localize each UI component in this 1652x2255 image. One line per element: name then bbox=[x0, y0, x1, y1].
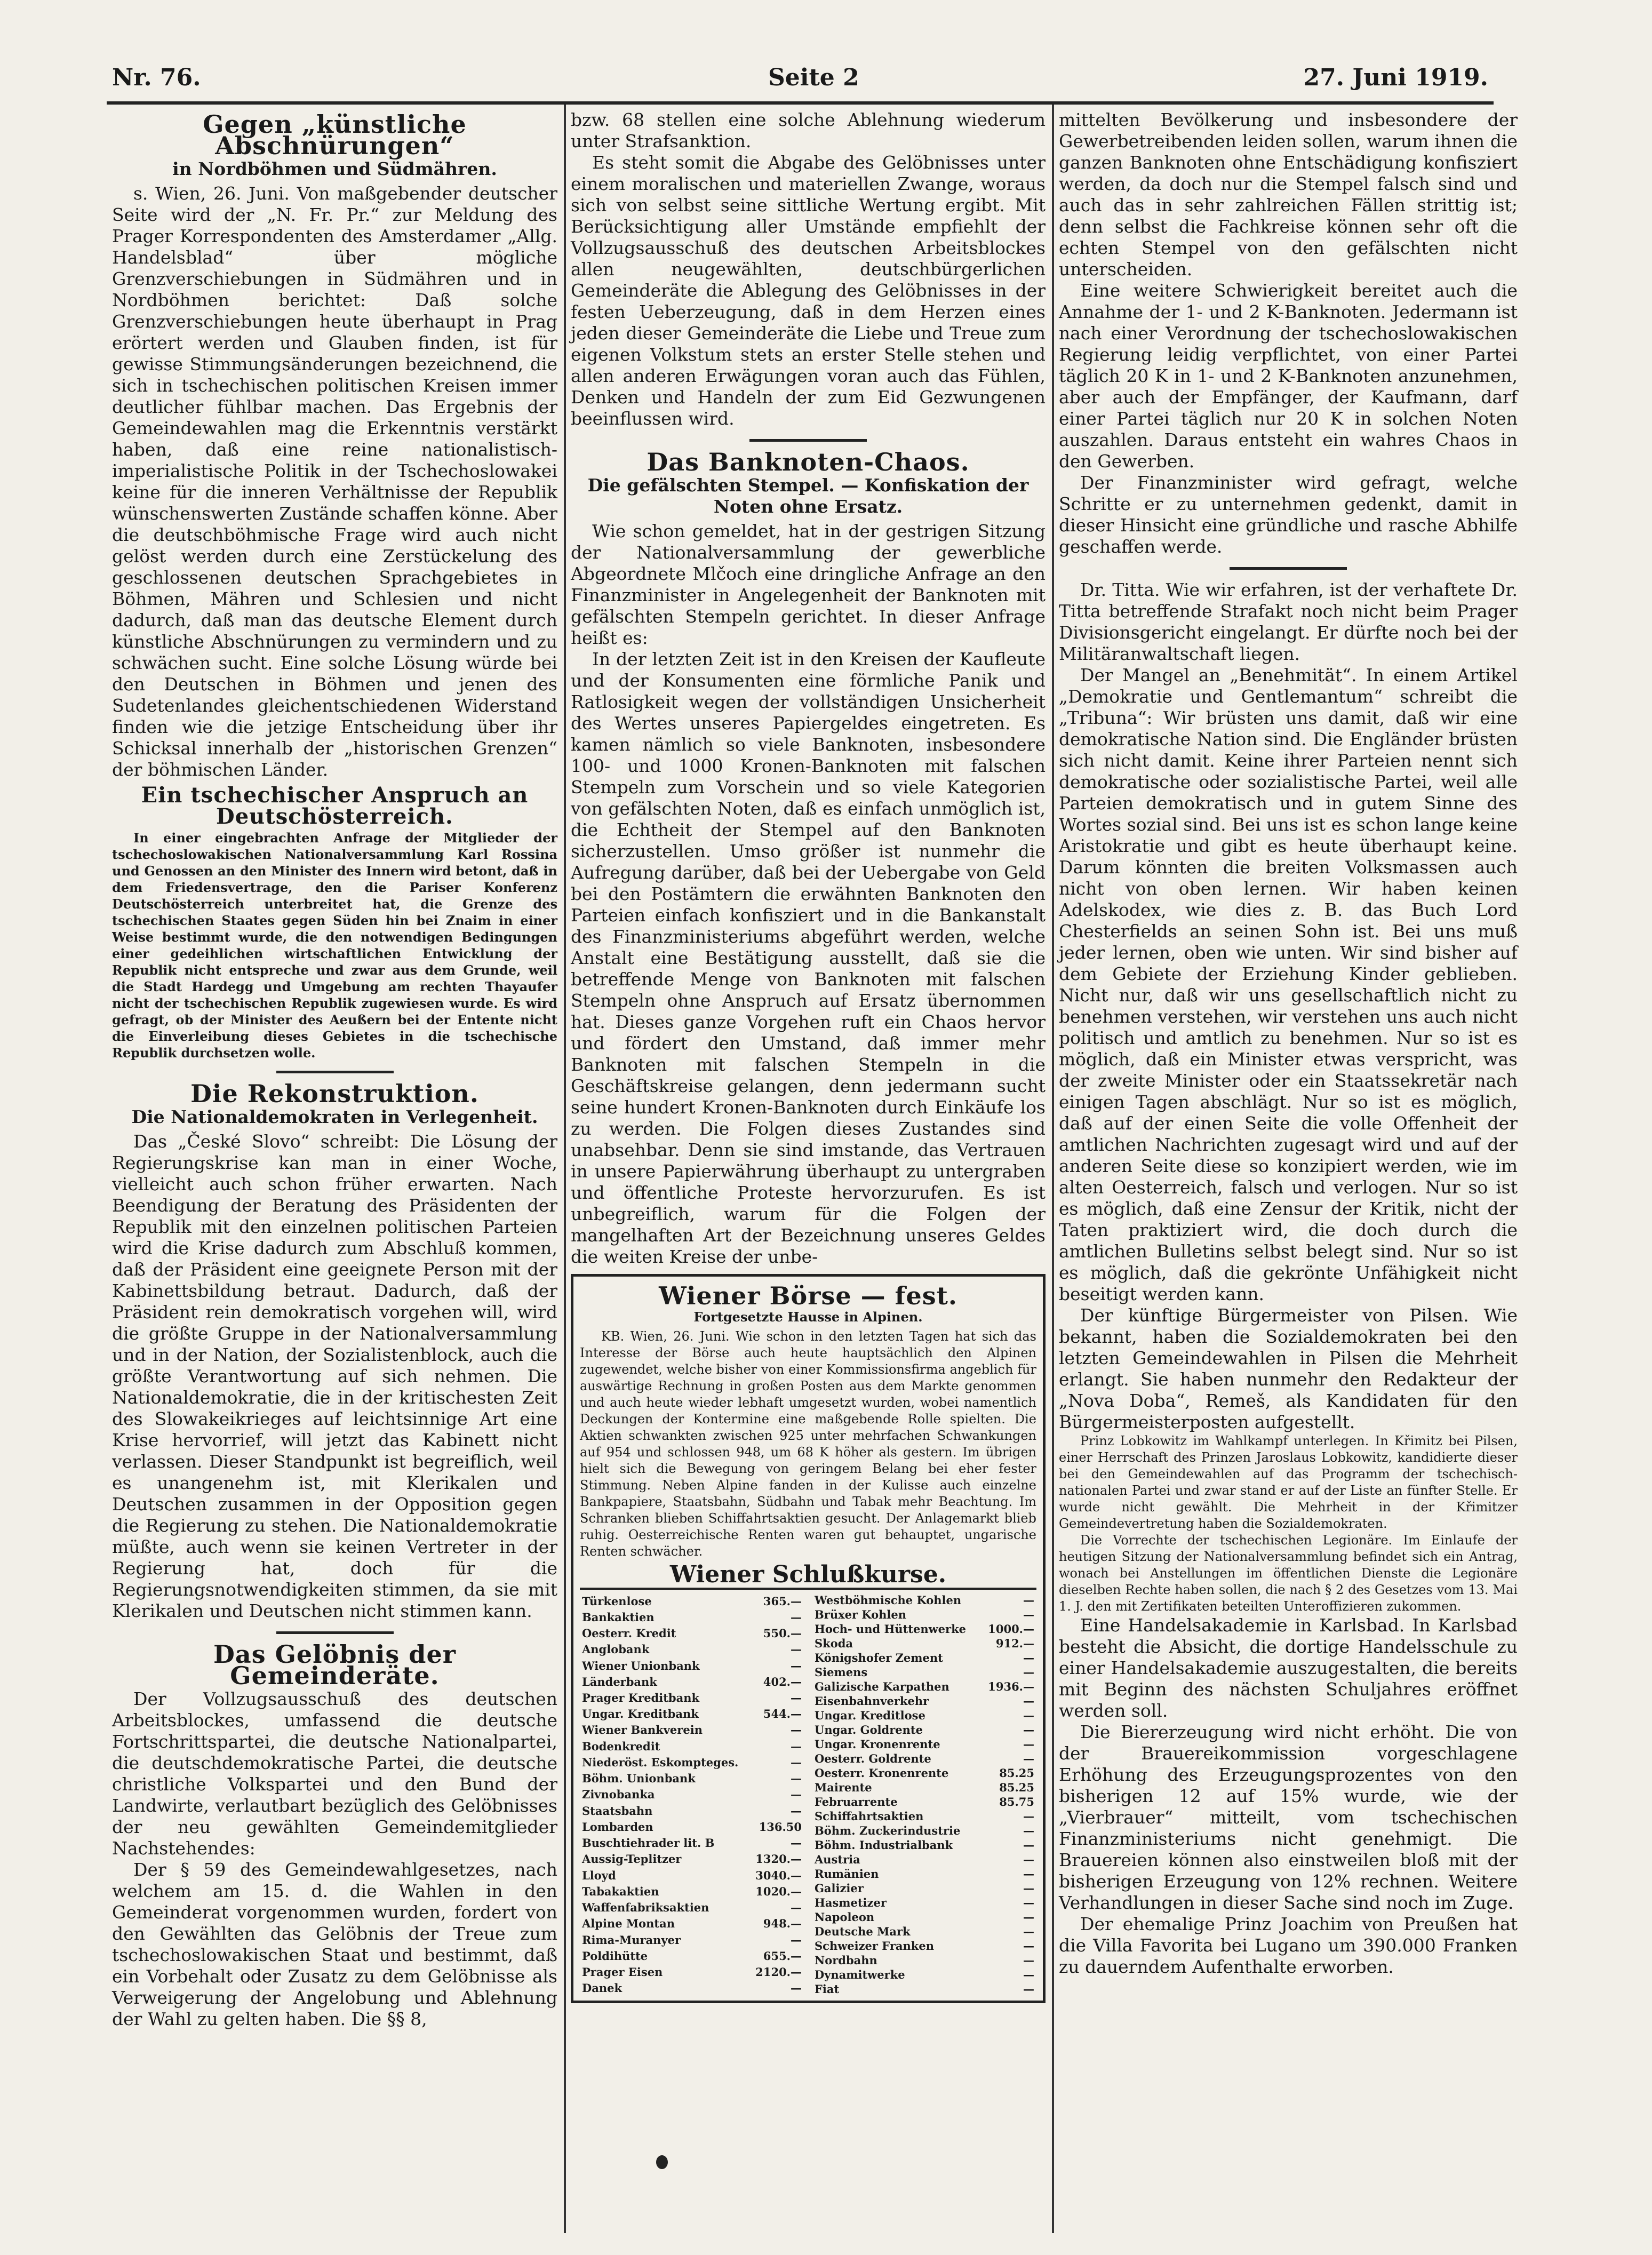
rate-name: Zivnobanka bbox=[582, 1788, 655, 1802]
rate-name: Ungar. Kronenrente bbox=[815, 1738, 940, 1751]
rate-value: — bbox=[791, 1755, 802, 1769]
rate-value: 365.— bbox=[763, 1594, 802, 1608]
rate-name: Eisenbahnverkehr bbox=[815, 1694, 929, 1708]
rates-table-left bbox=[580, 1593, 804, 1996]
rate-row bbox=[812, 1881, 1036, 1895]
rate-name: Tabakaktien bbox=[582, 1884, 659, 1898]
rate-value: — bbox=[1023, 1838, 1034, 1852]
article-text: KB. Wien, 26. Juni. Wie schon in den letzten Tagen hat sich das Interesse der Börse auch heute hauptsächlich den Alpinen zugewendet, welche bisher von einer Kommissionsfirma angeblich für auswärtige Rechnung in großen Posten aus dem Markte genommen und auch heute wieder lebhaft umgesetzt wurden, wobei namentlich Deckungen der Kontermine eine maßgebende Rolle spielten. Die Aktien schwankten zwischen 925 unter mehrfachen Schwankungen auf 954 und schlossen 948, um 68 K höher als gestern. Im übrigen hielt sich die Bewegung von geringem Belang bei eher fester Stimmung. Neben Alpine fanden in der Kulisse auch einzelne Bankpapiere, Staatsbahn, Südbahn und Tabak mehr Beachtung. Im Schranken blieben Schiffahrtsaktien gesucht. Der Anlagemarkt blieb ruhig. Oesterreichische Renten waren gut behauptet, ungarische Renten schwächer. bbox=[580, 1329, 1036, 1559]
rate-value: 85.75 bbox=[999, 1795, 1034, 1808]
rate-row bbox=[580, 1674, 804, 1690]
rate-name: Ungar. Kreditlose bbox=[815, 1709, 925, 1722]
rate-row bbox=[812, 1939, 1036, 1953]
rate-row bbox=[812, 1593, 1036, 1607]
rate-row bbox=[812, 1953, 1036, 1967]
rate-name: Galizier bbox=[815, 1882, 864, 1895]
rate-row bbox=[812, 1852, 1036, 1867]
rate-name: Schweizer Franken bbox=[815, 1939, 934, 1953]
rates-table-right bbox=[812, 1593, 1036, 1996]
rate-name: Böhm. Industrialbank bbox=[815, 1838, 953, 1852]
rate-row bbox=[580, 1916, 804, 1932]
headline-anspruch: Ein tschechischer Anspruch an Deutschösterreich. bbox=[141, 783, 529, 829]
rate-name: Aussig-Teplitzer bbox=[582, 1852, 682, 1866]
rate-row bbox=[580, 1658, 804, 1674]
column-rule bbox=[1052, 105, 1054, 2233]
rate-value: — bbox=[1023, 1666, 1034, 1679]
rate-name: Austria bbox=[815, 1853, 860, 1866]
rate-name: Türkenlose bbox=[582, 1594, 652, 1608]
rate-name: Hoch- und Hüttenwerke bbox=[815, 1622, 967, 1636]
rate-row bbox=[580, 1593, 804, 1609]
subheadline: Die Nationaldemokraten in Verlegenheit. bbox=[131, 1106, 538, 1127]
headline-boerse: Wiener Börse — fest. bbox=[659, 1281, 957, 1310]
rate-name: Deutsche Mark bbox=[815, 1925, 911, 1938]
rate-row bbox=[580, 1787, 804, 1803]
rate-name: Dynamitwerke bbox=[815, 1968, 905, 1981]
rate-name: Schiffahrtsaktien bbox=[815, 1810, 924, 1823]
rate-value: — bbox=[791, 1659, 802, 1672]
rate-row bbox=[580, 1948, 804, 1964]
rate-row bbox=[812, 1795, 1036, 1809]
rate-name: Anglobank bbox=[582, 1643, 650, 1656]
rate-value: — bbox=[1023, 1925, 1034, 1938]
rate-value: — bbox=[791, 1739, 802, 1753]
rate-value: — bbox=[1023, 1853, 1034, 1866]
news-item: Die Vorrechte der tschechischen Legionäre. Im Einlaufe der heutigen Sitzung der Nationalversammlung befindet sich ein Antrag, wonach bei Anstellungen im öffentlichen Dienste die Legionäre dieselben Rechte haben sollen, die nach § 2 des Gesetzes vom 13. Mai 1. J. den mit Zertifikaten beteilten Unteroffizieren zukommen. bbox=[1059, 1533, 1518, 1614]
rate-row bbox=[812, 1924, 1036, 1939]
page-number: Seite 2 bbox=[768, 64, 859, 91]
rate-name: Oesterr. Kronenrente bbox=[815, 1766, 949, 1780]
rate-value: — bbox=[791, 1723, 802, 1737]
headline-rekonstruktion: Die Rekonstruktion. bbox=[190, 1079, 479, 1108]
rate-value: 1936.— bbox=[988, 1680, 1034, 1693]
rate-name: Februarrente bbox=[815, 1795, 898, 1808]
rate-row bbox=[580, 1642, 804, 1658]
rate-row bbox=[812, 1867, 1036, 1881]
rate-value: 2120.— bbox=[755, 1965, 802, 1979]
rate-value: — bbox=[791, 1691, 802, 1705]
rate-row bbox=[812, 1665, 1036, 1679]
rate-name: Buschtiehrader lit. B bbox=[582, 1836, 715, 1850]
rate-value: — bbox=[1023, 1723, 1034, 1736]
rate-value: — bbox=[1023, 1709, 1034, 1722]
rate-value: — bbox=[791, 1981, 802, 1995]
issue-number: Nr. 76. bbox=[112, 64, 201, 91]
rate-value: 3040.— bbox=[755, 1868, 802, 1882]
rate-name: Galizische Karpathen bbox=[815, 1680, 949, 1693]
page-header bbox=[112, 64, 1488, 107]
rate-row bbox=[812, 1607, 1036, 1622]
separator bbox=[1230, 567, 1347, 570]
rate-row bbox=[812, 1967, 1036, 1982]
news-item: Prinz Lobkowitz im Wahlkampf unterlegen. In Křimitz bei Pilsen, einer Herrschaft des Prinzen Jaroslaus Lobkowitz, kandidierte dieser bei den Gemeindewahlen auf das Programm der tschechisch-nationalen Partei und zwar stand er auf der Liste an fünfter Stelle. Er wurde nicht gewählt. Die Mehrheit in der Křimitzer Gemeindevertretung haben die Sozialdemokraten. bbox=[1059, 1433, 1518, 1531]
rate-row bbox=[812, 1910, 1036, 1924]
rate-row bbox=[812, 1809, 1036, 1823]
rate-value: — bbox=[1023, 1810, 1034, 1823]
rate-value: — bbox=[1023, 1939, 1034, 1953]
news-item: Der ehemalige Prinz Joachim von Preußen hat die Villa Favorita bei Lugano um 390.000 Franken zu dauerndem Aufenthalte erworben. bbox=[1059, 1914, 1518, 1977]
rate-value: — bbox=[791, 1804, 802, 1818]
rate-row bbox=[812, 1636, 1036, 1651]
headline-abschnuerungen: Gegen „künstliche Abschnürungen“ bbox=[203, 110, 467, 160]
rate-value: — bbox=[1023, 1968, 1034, 1981]
rate-name: Waffenfabriksaktien bbox=[582, 1901, 709, 1915]
rate-value: — bbox=[1023, 1608, 1034, 1621]
rate-name: Bankaktien bbox=[582, 1610, 655, 1624]
rate-name: Siemens bbox=[815, 1666, 868, 1679]
rate-value: — bbox=[1023, 1651, 1034, 1664]
article-text: Das „České Slovo“ schreibt: Die Lösung der Regierungskrise kan man in einer Woche, vielleicht auch schon früher erwarten. Nach Beendigung der Beratung des Präsidenten der Republik mit den einzelnen politischen Parteien wird die Krise dadurch zum Abschluß kommen, daß der Präsident eine geeignete Person mit der Kabinettsbildung betraut. Dadurch, daß der Präsident rein demokratisch vorgehen will, wird die größte Gruppe in der Nationalversammlung und in der Nation, der Sozialistenblock, auch die größte Verantwortung auf sich nehmen. Die Nationaldemokratie, die in der kritischesten Zeit des Slowakeikrieges auf leichtsinnige Art eine Krise hervorrief, will jetzt das Kabinett nicht verlassen. Dieser Standpunkt ist begreiflich, weil es unangenehm ist, mit Klerikalen und Deutschen zusammen in der Opposition gegen die Regierung zu stehen. Die Nationaldemokratie müßte, auch wenn sie keinen Vertreter in der Regierung hat, doch für die Regierungsnotwendigkeiten stimmen, da sie mit Klerikalen und Deutschen nicht stimmen kann. bbox=[112, 1131, 557, 1621]
rate-row bbox=[812, 1651, 1036, 1665]
rate-name: Lombarden bbox=[582, 1820, 653, 1834]
rate-row bbox=[580, 1690, 804, 1706]
rate-row bbox=[580, 1851, 804, 1867]
rates-tables bbox=[580, 1593, 1036, 1996]
rate-row bbox=[812, 1723, 1036, 1737]
rate-value: — bbox=[1023, 1954, 1034, 1967]
rate-value: 85.25 bbox=[999, 1766, 1034, 1780]
article-text: mittelten Bevölkerung und insbesondere der Gewerbetreibenden leiden sollen, warum ihnen die ganzen Banknoten ohne Entschädigung konfisziert werden, da doch nur die Stempel falsch sind und auch das in sehr zahlreichen Fällen strittig ist; denn selbst die Fachkreise können sehr oft die echten Stempel von den gefälschten nicht unterscheiden. bbox=[1059, 109, 1518, 280]
article-text: Der Finanzminister wird gefragt, welche Schritte er zu unternehmen gedenkt, damit in dieser Hinsicht eine gründliche und rasche Abhilfe geschaffen werde. bbox=[1059, 472, 1518, 557]
rate-name: Fiat bbox=[815, 1982, 840, 1996]
rate-name: Poldihütte bbox=[582, 1949, 648, 1963]
rate-value: — bbox=[1023, 1593, 1034, 1607]
rate-name: Böhm. Unionbank bbox=[582, 1772, 696, 1786]
rate-row bbox=[580, 1625, 804, 1641]
rate-row bbox=[580, 1835, 804, 1851]
rate-name: Niederöst. Eskompteges. bbox=[582, 1755, 739, 1769]
rate-row bbox=[580, 1980, 804, 1996]
separator bbox=[749, 439, 867, 442]
article-text: Es steht somit die Abgabe des Gelöbnisses unter einem moralischen und materiellen Zwange, woraus sich von selbst seine sittliche Wertung ergibt. Mit Berücksichtigung aller Umstände empfiehlt der Vollzugsausschuß des deutschen Arbeitsblockes allen neugewählten, deutschbürgerlichen Gemeinderäte die Ablegung des Gelöbnisses in der festen Ueberzeugung, daß in dem Herzen eines jeden dieser Gemeinderäte die Liebe und Treue zum eigenen Volkstum stets an erster Stelle stehen und allen anderen Erwägungen voran auch das Fühlen, Denken und Handeln der zum Eid Gezwungenen beeinflussen wird. bbox=[571, 152, 1046, 429]
rate-value: — bbox=[1023, 1867, 1034, 1881]
rate-row bbox=[580, 1899, 804, 1915]
rate-value: 912.— bbox=[995, 1637, 1034, 1650]
rate-value: 544.— bbox=[763, 1707, 802, 1721]
rate-name: Skoda bbox=[815, 1637, 853, 1650]
rate-row bbox=[580, 1932, 804, 1948]
rate-row bbox=[580, 1964, 804, 1980]
rate-row bbox=[812, 1766, 1036, 1780]
rate-name: Wiener Unionbank bbox=[582, 1659, 700, 1672]
subheadline: Die gefälschten Stempel. — Konfiskation der Noten ohne Ersatz. bbox=[587, 475, 1029, 517]
rate-value: 136.50 bbox=[759, 1820, 802, 1834]
news-item: Eine Handelsakademie in Karlsbad. In Karlsbad besteht die Absicht, die dortige Handelsschule zu einer Handelsakademie auszugestalten, die bereits mit Beginn des nächsten Schuljahres eröffnet werden soll. bbox=[1059, 1615, 1518, 1721]
rate-row bbox=[812, 1708, 1036, 1723]
rate-row bbox=[812, 1982, 1036, 1996]
column-1 bbox=[112, 109, 557, 2030]
rate-name: Lloyd bbox=[582, 1868, 616, 1882]
rate-name: Prager Kreditbank bbox=[582, 1691, 700, 1705]
rate-row bbox=[580, 1771, 804, 1787]
article-text: Der § 59 des Gemeindewahlgesetzes, nach welchem am 15. d. die Wahlen in den Gemeinderat vorgenommen wurden, fordert von den Gewählten das Gelöbnis der Treue zum tschechoslowakischen Staat und bestimmt, daß ein Vorbehalt oder Zusatz zu dem Gelöbnisse als Verweigerung der Angelobung und Ablehnung der Wahl zu gelten haben. Die §§ 8, bbox=[112, 1859, 557, 2029]
article-text: bzw. 68 stellen eine solche Ablehnung wiederum unter Strafsanktion. bbox=[571, 109, 1046, 152]
rate-row bbox=[580, 1754, 804, 1770]
rate-value: — bbox=[791, 1772, 802, 1786]
rate-name: Brüxer Kohlen bbox=[815, 1608, 907, 1621]
rate-row bbox=[580, 1738, 804, 1754]
rate-row bbox=[580, 1819, 804, 1835]
rate-value: — bbox=[1023, 1910, 1034, 1924]
rate-name: Danek bbox=[582, 1981, 622, 1995]
rate-row bbox=[812, 1780, 1036, 1795]
rate-value: — bbox=[1023, 1694, 1034, 1708]
rate-value: — bbox=[1023, 1896, 1034, 1909]
rate-name: Staatsbahn bbox=[582, 1804, 653, 1818]
rate-value: — bbox=[1023, 1752, 1034, 1765]
rate-value: — bbox=[791, 1836, 802, 1850]
rate-row bbox=[812, 1838, 1036, 1852]
rate-name: Westböhmische Kohlen bbox=[815, 1593, 962, 1607]
rate-value: — bbox=[791, 1610, 802, 1624]
rate-value: 1020.— bbox=[755, 1884, 802, 1898]
rate-value: — bbox=[1023, 1738, 1034, 1751]
rate-row bbox=[812, 1895, 1036, 1910]
rate-name: Rumänien bbox=[815, 1867, 879, 1881]
rate-row bbox=[580, 1609, 804, 1625]
rate-value: 1000.— bbox=[988, 1622, 1034, 1636]
rate-name: Napoleon bbox=[815, 1910, 875, 1924]
rate-row bbox=[580, 1803, 804, 1819]
article-text: In einer eingebrachten Anfrage der Mitglieder der tschechoslowakischen Nationalversammlung Karl Rossina und Genossen an den Minister des Innern wird betont, daß in dem Friedensvertrage, den die Pariser Konferenz Deutschösterreich unterbreitet hat, die Grenze des tschechischen Staates gegen Süden hin bei Znaim in einer Weise bestimmt wurde, die den notwendigen Bedingungen einer gedeihlichen wirtschaftlichen Entwicklung der Republik nicht entspreche und zwar aus dem Grunde, weil die Stadt Hardegg und Umgebung am rechten Thayaufer nicht der tschechischen Republik zugewiesen wurde. Es wird gefragt, ob der Minister des Aeußern bei der Entente nicht die Einverleibung dieses Gebietes in die tschechische Republik durchsetzen wolle. bbox=[112, 830, 557, 1061]
rate-value: 655.— bbox=[763, 1949, 802, 1963]
rate-name: Mairente bbox=[815, 1781, 872, 1794]
rates-title: Wiener Schlußkurse. bbox=[580, 1564, 1036, 1590]
rate-name: Hasmetizer bbox=[815, 1896, 887, 1909]
column-3 bbox=[1059, 109, 1518, 1978]
rate-name: Wiener Bankverein bbox=[582, 1723, 703, 1737]
rate-name: Rima-Muranyer bbox=[582, 1933, 681, 1947]
subheadline: Fortgesetzte Hausse in Alpinen. bbox=[693, 1309, 923, 1325]
rate-name: Oesterr. Goldrente bbox=[815, 1752, 931, 1765]
ink-blot bbox=[656, 2155, 668, 2169]
article-text: s. Wien, 26. Juni. Von maßgebender deutscher Seite wird der „N. Fr. Pr.“ zur Meldung des Prager Korrespondenten des Amsterdamer „Allg. Handelsblad“ über mögliche Grenzverschiebungen in Südmähren und in Nordböhmen berichtet: Daß solche Grenzverschiebungen heute überhaupt in Prag erörtert werden und Glauben finden, ist für gewisse Stimmungsänderungen bezeichnend, die sich in tschechischen politischen Kreisen immer deutlicher fühlbar machen. Das Ergebnis der Gemeindewahlen mag die Erkenntnis verstärkt haben, daß eine reine nationalistisch-imperialistische Politik in der Tschechoslowakei keine für die inneren Verhältnisse der Republik wünschenswerten Zustände schaffen könne. Aber die deutschböhmische Frage wird auch nicht gelöst werden durch eine Zerstückelung des geschlossenen deutschen Sprachgebietes in Böhmen, Mähren und Schlesien und nicht dadurch, daß man das deutsche Element durch künstliche Abschnürungen zu vermindern und zu schwächen sucht. Eine solche Lösung würde bei den Deutschen in Böhmen und jenen des Sudetenlandes gleichentschiedenen Widerstand finden wie die jetzige Entscheidung über ihr Schicksal innerhalb der „historischen Grenzen“ der böhmischen Länder. bbox=[112, 183, 557, 780]
column-2 bbox=[571, 109, 1046, 2010]
news-item: Der künftige Bürgermeister von Pilsen. Wie bekannt, haben die Sozialdemokraten bei den letzten Gemeindewahlen in Pilsen die Mehrheit erlangt. Sie haben nunmehr den Redakteur der „Nova Doba“, Remeš, als Kandidaten für den Bürgermeisterposten aufgestellt. bbox=[1059, 1305, 1518, 1432]
separator bbox=[276, 1071, 394, 1073]
rate-row bbox=[580, 1867, 804, 1883]
rate-value: — bbox=[791, 1933, 802, 1947]
rate-row bbox=[580, 1722, 804, 1738]
news-item: Der Mangel an „Benehmität“. In einem Artikel „Demokratie und Gentlemantum“ schreibt die „Tribuna“: Wir brüsten uns damit, daß wir eine demokratische Nation sind. Die Engländer brüsten sich nicht damit. Keine ihrer Parteien nennt sich demokratische oder sozialistische Partei, weil alle Parteien demokratisch und in gutem Sinne des Wortes sozial sind. Bei uns ist es schon lange keine Aristokratie und gibt es heute überhaupt keine. Darum könnten die breiten Volksmassen auch nicht von oben lernen. Wir haben keinen Adelskodex, wie dies z. B. das Buch Lord Chesterfields an seinen Sohn ist. Bei uns muß jeder lernen, oben wie unten. Wir sind bisher auf dem Gebiete der Erziehung Kinder geblieben. Nicht nur, daß wir uns gesellschaftlich nicht zu benehmen verstehen, wir verstehen uns auch nicht politisch und amtlich zu benehmen. Nur so ist es möglich, daß ein Minister etwas verspricht, was der zweite Minister oder ein Staatssekretär nach einigen Tagen abschlägt. Nur so ist es möglich, daß auf der einen Seite die volle Offenheit der amtlichen Nachrichten zugesagt wird und auf der anderen Seite diese so konzipiert werden, wie im alten Oesterreich, falsch und verlogen. Nur so ist es möglich, daß eine Zensur der Kritik, nicht der Taten praktiziert wird, die doch durch die amtlichen Bulletins selbst belegt sind. Nur so ist es möglich, daß die gekrönte Unfähigkeit nicht beseitigt werden kann. bbox=[1059, 665, 1518, 1304]
rate-name: Bodenkredit bbox=[582, 1739, 660, 1753]
rate-row bbox=[812, 1622, 1036, 1636]
article-text: Wie schon gemeldet, hat in der gestrigen Sitzung der Nationalversammlung der gewerbliche Abgeordnete Mlčoch eine dringliche Anfrage an den Finanzminister in Angelegenheit der Banknoten mit gefälschten Stempeln gerichtet. In dieser Anfrage heißt es: bbox=[571, 521, 1046, 648]
rate-name: Prager Eisen bbox=[582, 1965, 663, 1979]
rate-name: Ungar. Goldrente bbox=[815, 1723, 923, 1736]
article-text: Der Vollzugsausschuß des deutschen Arbeitsblockes, umfassend die deutsche Fortschrittspartei, die deutsche Nationalpartei, die deutschdemokratische Partei, die deutsche christliche Volkspartei und den Bund der Landwirte, verlautbart bezüglich des Gelöbnisses der neu gewählten Gemeindemitglieder Nachstehendes: bbox=[112, 1688, 557, 1859]
rate-value: — bbox=[1023, 1824, 1034, 1837]
news-item: Dr. Titta. Wie wir erfahren, ist der verhaftete Dr. Titta betreffende Strafakt noch nicht beim Prager Divisionsgericht eingelangt. Er dürfte noch bei der Militäranwaltschaft liegen. bbox=[1059, 579, 1518, 664]
rate-name: Oesterr. Kredit bbox=[582, 1627, 676, 1640]
rate-row bbox=[812, 1679, 1036, 1694]
rate-row bbox=[580, 1706, 804, 1722]
rate-row bbox=[812, 1694, 1036, 1708]
rate-value: 85.25 bbox=[999, 1781, 1034, 1794]
headline-geloebnis: Das Gelöbnis der Gemeinderäte. bbox=[213, 1640, 456, 1690]
news-item: Die Biererzeugung wird nicht erhöht. Die von der Brauereikommission vorgeschlagene Erhöhung des Erzeugungsprozentes von den bisherigen 12 auf 15% wurde, wie der „Vierbrauer“ mitteilt, vom tschechischen Finanzministeriums nicht genehmigt. Die Brauereien können also einstweilen bloß mit der bisherigen Erzeugung von 12% rechnen. Weitere Verhandlungen in dieser Sache sind noch im Zuge. bbox=[1059, 1722, 1518, 1913]
rate-name: Königshofer Zement bbox=[815, 1651, 943, 1664]
rate-value: 402.— bbox=[763, 1675, 802, 1688]
rate-value: — bbox=[1023, 1882, 1034, 1895]
column-rule bbox=[564, 105, 566, 2233]
rate-row bbox=[812, 1823, 1036, 1838]
rate-value: — bbox=[791, 1788, 802, 1802]
article-text: Eine weitere Schwierigkeit bereitet auch die Annahme der 1- und 2 K-Banknoten. Jedermann ist nach einer Verordnung der tschechoslowakischen Regierung leidig verpflichtet, von einer Partei täglich 20 K in 1- und 2 K-Banknoten anzunehmen, aber auch der Empfänger, der Kaufmann, darf einer Partei täglich nur 20 K in solchen Noten auszahlen. Daraus entsteht ein wahres Chaos in den Gewerben. bbox=[1059, 280, 1518, 472]
separator bbox=[276, 1631, 394, 1634]
rate-name: Länderbank bbox=[582, 1675, 657, 1688]
rate-value: 1320.— bbox=[755, 1852, 802, 1866]
rate-value: 550.— bbox=[763, 1627, 802, 1640]
subheadline: in Nordböhmen und Südmähren. bbox=[172, 158, 497, 179]
issue-date: 27. Juni 1919. bbox=[1303, 64, 1488, 91]
rate-row bbox=[812, 1737, 1036, 1751]
rate-value: — bbox=[1023, 1982, 1034, 1996]
rate-row bbox=[580, 1883, 804, 1899]
headline-banknoten: Das Banknoten-Chaos. bbox=[647, 448, 970, 476]
stock-exchange-box bbox=[571, 1274, 1046, 2003]
rate-value: — bbox=[791, 1901, 802, 1915]
rate-name: Nordbahn bbox=[815, 1954, 877, 1967]
rate-value: — bbox=[791, 1643, 802, 1656]
rate-name: Ungar. Kreditbank bbox=[582, 1707, 699, 1721]
rate-row bbox=[812, 1751, 1036, 1766]
header-rule bbox=[107, 101, 1494, 105]
rate-value: 948.— bbox=[763, 1917, 802, 1931]
rate-name: Böhm. Zuckerindustrie bbox=[815, 1824, 961, 1837]
article-text: In der letzten Zeit ist in den Kreisen der Kaufleute und der Konsumenten eine förmliche Panik und Ratlosigkeit wegen der vollständigen Unsicherheit des Wertes unseres Papiergeldes eingetreten. Es kamen nämlich so viele Banknoten, insbesondere 100- und 1000 Kronen-Banknoten mit falschen Stempeln zum Vorschein und so viele Kategorien von gefälschten Noten, daß es einfach unmöglich ist, die Echtheit der Stempel auf den Banknoten sicherzustellen. Umso größer ist nunmehr die Aufregung darüber, daß bei der Uebergabe von Geld bei den Postämtern die erwähnten Banknoten den Parteien einfach konfisziert und in die Bankanstalt des Finanzministeriums abgeführt werden, welche Anstalt eine Bestätigung ausstellt, daß sie die betreffende Menge von Banknoten mit falschen Stempeln ohne Anspruch auf Ersatz übernommen hat. Dieses ganze Vorgehen ruft ein Chaos hervor und fördert den Umstand, daß immer mehr Banknoten mit falschen Stempeln in die Geschäftskreise gelangen, denn jedermann sucht seine hundert Kronen-Banknoten durch Einkäufe los zu werden. Die Folgen dieses Zustandes sind unabsehbar. Denn sie sind imstande, das Vertrauen in unsere Papierwährung überhaupt zu untergraben und öffentliche Proteste hervorzurufen. Es ist unbegreiflich, warum für die Folgen der mangelhaften Art der Bezeichnung unseres Geldes die weiten Kreise der unbe- bbox=[571, 649, 1046, 1267]
rate-name: Alpine Montan bbox=[582, 1917, 675, 1931]
